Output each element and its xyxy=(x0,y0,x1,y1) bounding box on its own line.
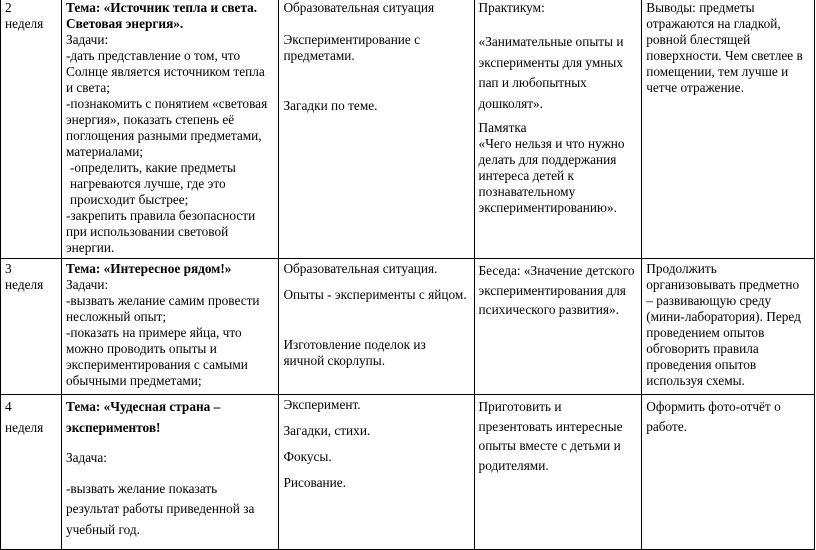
tasks-label: Задача: xyxy=(65,450,107,465)
task-item: -вызвать желание самим провести несложный опыт; xyxy=(65,293,260,324)
parents-item: «Занимательные опыты и эксперименты для умных пап и любопытных дошколят». xyxy=(478,34,624,111)
parents-item: Памятка xyxy=(478,120,527,135)
topic-cell xyxy=(61,259,278,395)
activity-item: Опыты - эксперименты с яйцом. xyxy=(283,287,467,302)
parents-title: Практикум: xyxy=(478,0,545,15)
activity-item: Загадки, стихи. xyxy=(283,423,371,438)
topic-title: Тема: «Интересное рядом!» xyxy=(65,261,232,276)
activity-item: Образовательная ситуация xyxy=(283,0,435,15)
task-item: -познакомить с понятием «световая энергия», показать степень её поглощения разными предметами, материалами; xyxy=(65,96,268,159)
parents-text: Приготовить и презентовать интересные опыты вместе с детьми и родителями. xyxy=(478,399,623,473)
result-cell xyxy=(642,259,815,395)
activity-item: Эксперимент. xyxy=(283,397,361,412)
task-item: -дать представление о том, что Солнце является источником тепла и света; xyxy=(65,48,265,95)
table-row xyxy=(1,395,815,550)
parents-cell xyxy=(474,0,642,259)
activities-cell xyxy=(279,259,474,395)
week-number: 2 xyxy=(5,0,12,15)
activity-item: Изготовление поделок из яичной скорлупы. xyxy=(283,337,426,368)
week-cell xyxy=(1,259,62,395)
result-text: Продолжить организовывать предметно – развивающую среду (мини-лаборатория). Перед проведением опытов обговорить правила проведения опытов используя схемы. xyxy=(646,261,801,388)
parents-text: Беседа: «Значение детского экспериментирования для психического развития». xyxy=(478,263,635,317)
activity-item: Образовательная ситуация. xyxy=(283,261,438,276)
result-cell xyxy=(642,395,815,550)
week-label: неделя xyxy=(5,419,44,435)
week-label: неделя xyxy=(5,277,44,292)
tasks-label: Задачи: xyxy=(65,32,109,47)
task-item: -вызвать желание показать результат работы приведенной за учебный год. xyxy=(65,480,255,537)
activity-item: Фокусы. xyxy=(283,449,332,464)
activities-cell xyxy=(279,0,474,259)
week-number: 4 xyxy=(5,399,12,414)
result-cell xyxy=(642,0,815,259)
result-text: Выводы: предметы отражаются на гладкой, ровной блестящей поверхности. Чем светлее в помещении, тем лучше и четче отражение. xyxy=(646,0,803,95)
table-row xyxy=(1,259,815,395)
activity-item: Загадки по теме. xyxy=(283,98,378,113)
task-item: -показать на примере яйца, что можно проводить опыты и экспериментирования с самыми обычными предметами; xyxy=(65,325,248,388)
topic-cell xyxy=(61,395,278,550)
parents-cell xyxy=(474,259,642,395)
week-label: неделя xyxy=(5,16,44,31)
parents-cell xyxy=(474,395,642,550)
topic-title: Тема: «Чудесная страна – экспериментов! xyxy=(65,399,221,435)
week-cell xyxy=(1,395,62,550)
week-number: 3 xyxy=(5,261,12,276)
task-item: -определить, какие предметы нагреваются лучше, где это происходит быстрее; xyxy=(69,160,236,207)
tasks-label: Задачи: xyxy=(65,277,109,292)
activities-cell xyxy=(279,395,474,550)
week-cell xyxy=(1,0,62,259)
activity-item: Экспериментирование с предметами. xyxy=(283,32,421,63)
parents-item: «Чего нельзя и что нужно делать для поддержания интереса детей к познавательному экспериментированию». xyxy=(478,136,625,215)
topic-cell xyxy=(61,0,278,259)
task-item: -закрепить правила безопасности при использовании световой энергии. xyxy=(65,208,256,255)
result-text: Оформить фото-отчёт о работе. xyxy=(646,399,781,434)
topic-title: Тема: «Источник тепла и света. Световая энергия». xyxy=(65,0,258,31)
activity-item: Рисование. xyxy=(283,475,346,490)
table-row xyxy=(1,0,815,259)
